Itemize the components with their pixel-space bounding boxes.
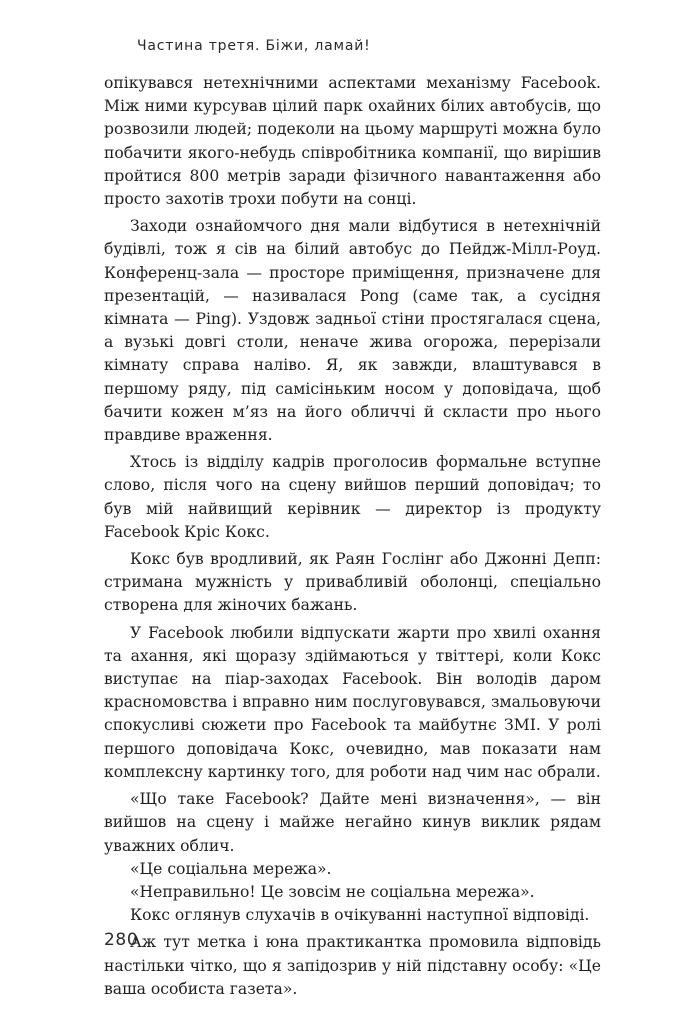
paragraph: Хтось із відділу кадрів проголосив формальне вступне слово, після чого на сцену вийшов перший доповідач; то був мій найвищий керівник — директор із продукту Facebook Кріс Кокс. (104, 453, 601, 541)
paragraph: Заходи ознайомчого дня мали відбутися в нетехнічній будівлі, тож я сів на білий автобус до Пейдж-Мілл-Роуд. Конференц-зала — просторе приміщення, призначене для презентацій, — називалася Pong (саме так, а сусідня кімната — Ping). Уздовж задньої стіни простягалася сцена, а вузькі довгі столи, неначе жива огорожа, перерізали кімнату справа наліво. Я, як завжди, влаштувався в першому ряду, під самісіньким носом у доповідача, щоб бачити кожен м’яз на його обличчі й скласти про нього правдиве враження. (104, 217, 601, 445)
paragraph: Кокс був вродливий, як Раян Гослінг або Джонні Депп: стримана мужність у привабливій оболонці, спеціально створена для жіночих бажань. (104, 550, 601, 615)
paragraph: У Facebook любили відпускати жарти про хвилі охання та ахання, які щоразу здіймаються у твіттері, коли Кокс виступає на піар-заходах Facebook. Він володів даром красномовства і вправно ним послуговувався, змальовуючи спокусливі сюжети про Facebook та майбутнє ЗМІ. У ролі першого доповідача Кокс, очевидно, мав показати нам комплексну картинку того, для роботи над чим нас обрали. (104, 623, 601, 781)
paragraph: опікувався нетехнічними аспектами механізму Facebook. Між ними курсував цілий парк охайних білих автобусів, що розвозили людей; подеколи на цьому маршруті можна було побачити якого-небудь співробітника компанії, що вирішив пройтися 800 метрів заради фізичного навантаження або просто захотів трохи побути на сонці. (104, 74, 601, 209)
page-number: 280 (104, 930, 139, 950)
running-header: Частина третя. Біжи, ламай! (137, 38, 371, 54)
paragraph: Кокс оглянув слухачів в очікуванні наступної відповіді. (130, 906, 590, 925)
paragraph: Аж тут метка і юна практикантка промовила відповідь настільки чітко, що я запідозрив у ній підставну особу: «Це ваша особиста газета». (104, 933, 601, 998)
paragraph: «Це соціальна мережа». (130, 859, 332, 878)
paragraph: «Неправильно! Це зовсім не соціальна мережа». (130, 882, 535, 901)
paragraph: «Що таке Facebook? Дайте мені визначення», — він вийшов на сцену і майже негайно кинув виклик рядам уважних облич. (104, 790, 601, 855)
main-text (104, 72, 601, 1001)
